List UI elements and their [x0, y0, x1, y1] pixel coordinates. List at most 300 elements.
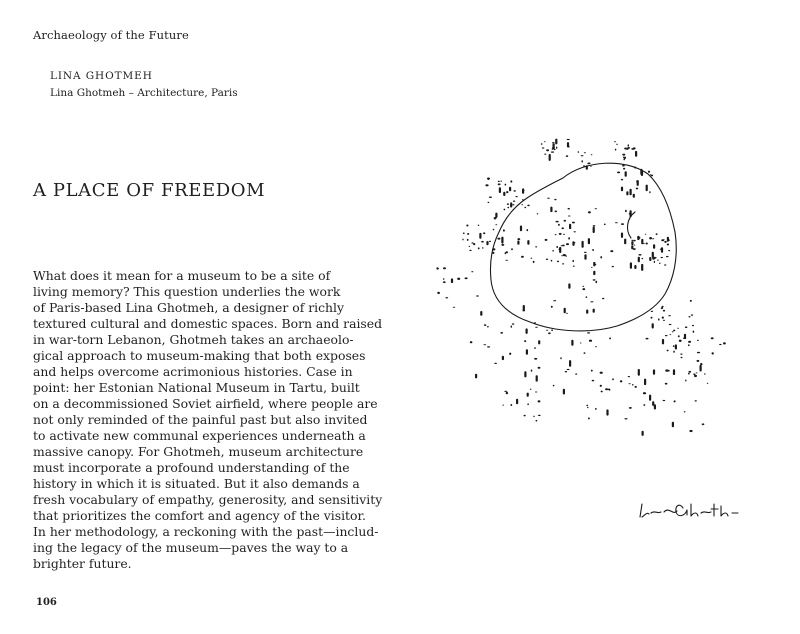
sketch-dot — [517, 238, 520, 240]
sketch-dot — [672, 331, 674, 332]
sketch-figure — [638, 257, 640, 263]
sketch-dot — [552, 250, 553, 252]
sketch-drawing — [435, 120, 785, 540]
sketch-figure — [637, 180, 639, 186]
sketch-dot — [662, 317, 664, 319]
sketch-dot — [567, 139, 570, 140]
sketch-figure — [653, 244, 655, 249]
sketch-dot — [704, 373, 706, 374]
sketch-dot — [572, 260, 574, 262]
sketch-dot — [667, 350, 669, 352]
sketch-figure — [586, 165, 588, 169]
sketch-dot — [535, 327, 538, 328]
sketch-dot — [538, 367, 541, 369]
sketch-dot — [531, 258, 533, 259]
sketch-figure — [638, 369, 640, 376]
sketch-figure — [593, 309, 595, 313]
sketch-figure — [527, 240, 529, 245]
sketch-figure — [625, 171, 627, 177]
sketch-dot — [566, 243, 569, 245]
sketch-dot — [476, 295, 479, 296]
sketch-dot — [513, 201, 515, 202]
sketch-dot — [546, 330, 548, 331]
sketch-dot — [697, 340, 699, 341]
sketch-dot — [467, 239, 469, 241]
sketch-dot — [509, 353, 511, 355]
sketch-figure — [572, 241, 574, 246]
sketch-figure — [661, 247, 663, 253]
sketch-dot — [665, 369, 668, 371]
sketch-dot — [621, 223, 624, 225]
sketch-dot — [546, 259, 549, 260]
sketch-dot — [558, 224, 560, 226]
sketch-dot — [685, 326, 688, 328]
sketch-dot — [688, 371, 691, 373]
sketch-dot — [594, 264, 596, 265]
sketch-dot — [510, 404, 512, 406]
body-line: brighter future. — [33, 556, 132, 571]
sketch-figure — [503, 192, 505, 196]
sketch-figure — [667, 237, 669, 242]
sketch-dot — [665, 383, 668, 385]
sketch-dot — [605, 388, 608, 390]
sketch-dot — [624, 418, 627, 419]
sketch-dot — [473, 243, 475, 245]
sketch-dot — [694, 375, 697, 377]
sketch-dot — [551, 306, 553, 308]
sketch-dot — [534, 358, 537, 360]
sketch-dot — [506, 251, 508, 253]
sketch-dot — [544, 154, 546, 155]
sketch-dot — [664, 241, 667, 243]
sketch-dot — [503, 229, 505, 231]
sketch-dot — [542, 147, 545, 148]
sketch-dot — [471, 271, 473, 272]
sketch-dot — [535, 392, 537, 393]
sketch-figure — [649, 395, 651, 401]
sketch-dot — [568, 208, 570, 210]
sketch-dot — [610, 250, 613, 252]
sketch-dot — [634, 245, 636, 246]
sketch-dot — [681, 357, 683, 359]
sketch-dot — [583, 165, 585, 166]
sketch-dot — [632, 384, 633, 386]
sketch-figure — [495, 213, 497, 218]
sketch-figure — [516, 399, 518, 405]
sketch-figure — [634, 265, 636, 269]
sketch-dot — [582, 286, 584, 287]
sketch-dot — [462, 239, 463, 241]
sketch-dot — [527, 403, 529, 405]
sketch-dot — [658, 318, 660, 320]
body-line: in war-torn Lebanon, Ghotmeh takes an archaeolo- — [33, 332, 354, 347]
sketch-figure — [652, 323, 654, 328]
sketch-dot — [638, 254, 641, 256]
body-line: and helps overcome acrimonious histories. Case in — [33, 364, 353, 379]
sketch-dot — [478, 225, 480, 226]
sketch-figure — [568, 283, 570, 288]
sketch-figure — [501, 237, 503, 244]
sketch-dot — [633, 248, 636, 250]
sketch-dot — [506, 392, 508, 394]
sketch-dot — [465, 277, 468, 279]
sketch-dot — [471, 242, 473, 243]
sketch-figure — [662, 339, 664, 345]
sketch-figure — [567, 142, 569, 147]
sketch-dot — [643, 392, 646, 394]
sketch-dot — [604, 224, 606, 226]
sketch-dot — [568, 216, 571, 217]
sketch-dot — [567, 369, 570, 370]
body-line: to activate new communal experiences underneath a — [33, 428, 366, 443]
sketch-dot — [557, 261, 559, 263]
sketch-dot — [494, 363, 497, 364]
sketch-figure — [559, 247, 561, 253]
sketch-figure — [672, 422, 674, 428]
sketch-figure — [582, 241, 584, 248]
sketch-dot — [584, 152, 586, 153]
sketch-dot — [497, 238, 500, 240]
sketch-dot — [636, 188, 639, 190]
sketch-dot — [489, 197, 492, 198]
sketch-dot — [481, 241, 484, 243]
sketch-dot — [522, 199, 524, 200]
sketch-figure — [555, 139, 557, 145]
sketch-dot — [631, 240, 633, 241]
author-block — [50, 70, 238, 99]
sketch-dot — [593, 225, 596, 227]
sketch-dot — [555, 211, 558, 213]
sketch-dot — [595, 346, 597, 347]
sketch-dot — [600, 385, 602, 387]
sketch-dot — [483, 232, 485, 234]
sketch-dot — [670, 334, 672, 335]
sketch-dot — [545, 239, 548, 241]
sketch-figure — [635, 151, 637, 157]
sketch-dot — [573, 242, 575, 243]
sketch-dot — [511, 248, 513, 250]
sketch-dot — [512, 204, 514, 205]
sketch-dot — [627, 147, 630, 149]
sketch-dot — [624, 148, 627, 150]
sketch-dot — [507, 207, 509, 209]
sketch-dot — [651, 175, 654, 177]
body-line: on a decommissioned Soviet airfield, where people are — [33, 396, 378, 411]
sketch-dot — [649, 191, 650, 193]
sketch-dot — [568, 237, 570, 239]
sketch-dot — [515, 196, 517, 197]
sketch-dot — [587, 407, 588, 408]
sketch-dot — [552, 147, 555, 149]
sketch-dot — [498, 181, 500, 182]
sketch-dot — [651, 311, 653, 312]
sketch-figure — [538, 340, 540, 344]
sketch-dot — [578, 151, 580, 153]
body-line: history in which it is situated. But it also demands a — [33, 476, 360, 491]
sketch-figure — [510, 202, 512, 207]
sketch-dot — [547, 198, 550, 199]
body-line: textured cultural and domestic spaces. Born and raised — [33, 316, 383, 331]
sketch-dot — [601, 391, 603, 393]
sketch-dot — [470, 341, 473, 343]
sketch-dot — [584, 252, 587, 253]
sketch-dot — [492, 252, 494, 254]
sketch-dot — [622, 154, 625, 156]
sketch-dot — [628, 144, 630, 146]
sketch-dot — [637, 237, 640, 239]
sketch-dot — [521, 256, 524, 258]
sketch-figure — [653, 369, 655, 374]
running-head: Archaeology of the Future — [33, 28, 189, 42]
sketch-dot — [689, 430, 692, 432]
sketch-dot — [502, 405, 504, 406]
sketch-figure — [640, 169, 642, 175]
sketch-dot — [707, 383, 708, 384]
sketch-dot — [573, 266, 575, 267]
sketch-dot — [628, 376, 630, 377]
author-firm: Lina Ghotmeh – Architecture, Paris — [50, 87, 238, 99]
sketch-dot — [556, 246, 558, 248]
sketch-dot — [616, 144, 618, 145]
sketch-dot — [711, 337, 714, 339]
sketch-dot — [506, 191, 508, 193]
sketch-dot — [595, 208, 598, 209]
sketch-dot — [487, 326, 489, 328]
sketch-dot — [533, 416, 534, 418]
sketch-dot — [662, 239, 665, 240]
sketch-dot — [669, 324, 672, 325]
sketch-dot — [561, 227, 564, 229]
sketch-figure — [502, 356, 504, 360]
sketch-dot — [702, 423, 705, 425]
sketch-dot — [684, 411, 686, 412]
sketch-dot — [659, 263, 660, 265]
sketch-dot — [518, 242, 520, 244]
sketch-dot — [612, 266, 614, 267]
sketch-dot — [538, 400, 541, 402]
sketch-dot — [688, 316, 690, 317]
sketch-dot — [559, 233, 562, 235]
sketch-dot — [654, 261, 655, 263]
sketch-dot — [437, 268, 439, 270]
sketch-dot — [554, 199, 556, 200]
sketch-figure — [550, 207, 552, 213]
sketch-dot — [487, 178, 490, 180]
sketch-figure — [621, 233, 623, 238]
sketch-dot — [609, 337, 611, 339]
sketch-dot — [555, 234, 557, 235]
sketch-dot — [487, 346, 490, 347]
sketch-dot — [643, 243, 645, 244]
sketch-dot — [588, 163, 591, 164]
sketch-dot — [690, 300, 692, 302]
sketch-dot — [563, 254, 566, 256]
sketch-dot — [580, 343, 582, 344]
sketch-dot — [566, 155, 569, 157]
sketch-dot — [591, 267, 593, 268]
sketch-dot — [633, 240, 636, 242]
sketch-dot — [524, 207, 526, 208]
sketch-dot — [712, 352, 714, 354]
sketch-dot — [484, 324, 487, 326]
sketch-dot — [511, 326, 513, 328]
sketch-dot — [668, 240, 670, 241]
sketch-dot — [688, 344, 690, 346]
sketch-dot — [648, 171, 650, 173]
sketch-figure — [569, 360, 571, 367]
sketch-dot — [719, 344, 722, 345]
sketch-dot — [514, 190, 516, 192]
sketch-dot — [453, 307, 456, 308]
sketch-dot — [478, 247, 480, 249]
sketch-dot — [443, 267, 446, 269]
sketch-dot — [536, 420, 538, 422]
sketch-dot — [437, 292, 440, 294]
sketch-figure — [626, 191, 628, 195]
sketch-figure — [520, 226, 522, 232]
sketch-figure — [593, 227, 595, 233]
sketch-figure — [486, 241, 488, 245]
sketch-dot — [621, 179, 623, 181]
sketch-dot — [666, 256, 669, 257]
sketch-dot — [642, 258, 644, 259]
sketch-dot — [697, 360, 700, 362]
sketch-dot — [582, 288, 585, 290]
sketch-figure — [654, 404, 656, 409]
sketch-dot — [537, 213, 539, 214]
sketch-dot — [652, 238, 654, 239]
sketch-dot — [493, 229, 495, 231]
sketch-figure — [652, 252, 654, 258]
body-line: fresh vocabulary of empathy, generosity, and sensitivity — [33, 492, 383, 507]
sketch-figure — [649, 257, 651, 261]
sketch-dot — [592, 380, 594, 382]
sketch-figure — [633, 194, 635, 198]
sketch-dot — [662, 306, 664, 308]
sketch-dot — [501, 244, 504, 246]
sketch-figure — [526, 349, 528, 354]
sketch-figure — [593, 271, 595, 275]
sketch-dot — [657, 260, 659, 261]
sketch-dot — [661, 257, 664, 258]
sketch-dot — [600, 256, 602, 258]
sketch-dot — [663, 310, 665, 312]
sketch-dot — [498, 183, 501, 185]
sketch-dot — [631, 148, 634, 150]
sketch-dot — [469, 246, 470, 247]
sketch-dot — [535, 246, 537, 247]
sketch-figure — [586, 310, 588, 314]
sketch-dot — [551, 151, 554, 152]
sketch-dot — [663, 400, 666, 401]
sketch-dot — [695, 400, 697, 401]
sketch-dot — [723, 342, 726, 344]
sketch-figure — [564, 308, 566, 313]
sketch-dot — [553, 385, 555, 387]
sketch-dot — [651, 317, 653, 319]
sketch-dot — [538, 415, 541, 416]
sketch-dot — [505, 260, 508, 261]
sketch-figure — [563, 389, 565, 395]
sketch-dot — [696, 372, 698, 373]
sketch-dot — [584, 352, 586, 354]
sketch-dot — [656, 233, 658, 235]
sketch-dot — [679, 340, 682, 342]
sketch-dot — [575, 373, 577, 374]
sketch-dot — [688, 373, 690, 375]
architectural-sketch — [435, 120, 785, 540]
sketch-dot — [589, 340, 592, 342]
sketch-dot — [588, 211, 591, 213]
sketch-figure — [499, 187, 501, 193]
body-text — [33, 268, 383, 572]
sketch-dot — [563, 234, 565, 235]
sketch-figure — [522, 188, 524, 193]
sketch-dot — [634, 167, 636, 169]
sketch-dot — [614, 141, 616, 142]
sketch-dot — [592, 249, 594, 251]
body-line: must incorporate a profound understanding of the — [33, 460, 350, 475]
sketch-dot — [564, 220, 566, 222]
sketch-figure — [509, 187, 511, 192]
sketch-dot — [688, 341, 691, 343]
sketch-dot — [489, 241, 491, 242]
sketch-dot — [643, 404, 645, 406]
page-number: 106 — [36, 597, 57, 608]
body-line: gical approach to museum-making that both exposes — [33, 348, 366, 363]
sketch-dot — [623, 158, 625, 160]
sketch-dot — [483, 344, 486, 345]
sketch-dot — [673, 351, 675, 353]
sketch-figure — [451, 278, 453, 283]
sketch-figure — [536, 375, 538, 381]
sketch-dot — [649, 237, 652, 239]
sketch-dot — [683, 337, 686, 339]
sketch-dot — [665, 335, 668, 336]
sketch-dot — [488, 202, 490, 203]
sketch-dot — [691, 314, 693, 315]
body-line: massive canopy. For Ghotmeh, museum architecture — [33, 444, 364, 459]
sketch-dot — [609, 389, 610, 391]
sketch-dot — [552, 142, 555, 143]
sketch-dot — [553, 300, 556, 301]
sketch-dot — [600, 372, 603, 374]
sketch-figure — [644, 379, 646, 386]
sketch-figure — [549, 154, 551, 161]
sketch-dot — [566, 255, 567, 256]
sketch-dot — [668, 250, 670, 251]
sketch-dot — [551, 260, 553, 262]
sketch-figure — [630, 189, 632, 196]
sketch-dot — [587, 332, 590, 333]
sketch-dot — [593, 279, 596, 280]
sketch-dot — [677, 328, 679, 329]
sketch-dot — [595, 281, 597, 283]
sketch-dot — [527, 229, 529, 231]
sketch-dot — [586, 296, 588, 298]
body-line: not only reminded of the painful past but also invited — [33, 412, 368, 427]
sketch-dot — [602, 298, 604, 300]
sketch-dot — [673, 345, 675, 347]
sketch-figure — [675, 344, 677, 349]
sketch-dot — [573, 231, 576, 232]
sketch-dot — [500, 332, 503, 334]
sketch-figure — [475, 374, 477, 379]
sketch-dot — [668, 315, 671, 316]
sketch-dot — [533, 261, 535, 263]
sketch-dot — [700, 363, 702, 365]
sketch-dot — [590, 166, 591, 167]
